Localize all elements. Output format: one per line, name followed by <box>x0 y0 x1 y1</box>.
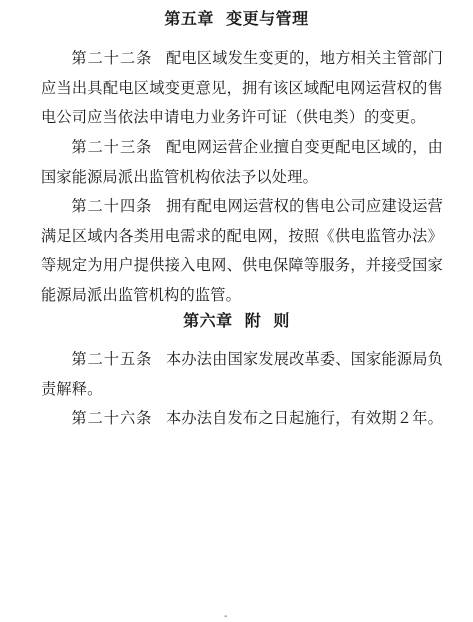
article-23-text: 配电网运营企业擅自变更配电区域的，由国家能源局派出监管机构依法予以处理。 <box>41 138 444 186</box>
article-25-text: 本办法由国家发展改革委、国家能源局负责解释。 <box>41 350 444 398</box>
article-23-label: 第二十三条 <box>71 138 153 156</box>
article-25 <box>41 345 443 404</box>
page-number-mark: - <box>224 611 228 622</box>
article-24-label: 第二十四条 <box>71 197 153 215</box>
article-22-text: 配电区域发生变更的，地方相关主管部门应当出具配电区域变更意见，拥有该区域配电网运营权的售电公司应当依法申请电力业务许可证（供电类）的变更。 <box>41 49 444 127</box>
article-25-label: 第二十五条 <box>71 350 153 368</box>
article-24-text: 拥有配电网运营权的售电公司应建设运营满足区域内各类用电需求的配电网，按照《供电监管办法》等规定为用户提供接入电网、供电保障等服务，并接受国家能源局派出监管机构的监管。 <box>41 197 444 304</box>
chapter-5-title: 第五章 变更与管理 <box>164 9 309 28</box>
article-23 <box>41 133 443 192</box>
article-24 <box>41 192 443 310</box>
article-22 <box>41 44 443 133</box>
article-26-text: 本办法自发布之日起施行，有效期２年。 <box>166 409 443 427</box>
article-26 <box>41 404 443 434</box>
chapter-6-title: 第六章 附 则 <box>183 311 290 330</box>
article-22-label: 第二十二条 <box>71 49 153 67</box>
article-26-label: 第二十六条 <box>71 409 153 427</box>
